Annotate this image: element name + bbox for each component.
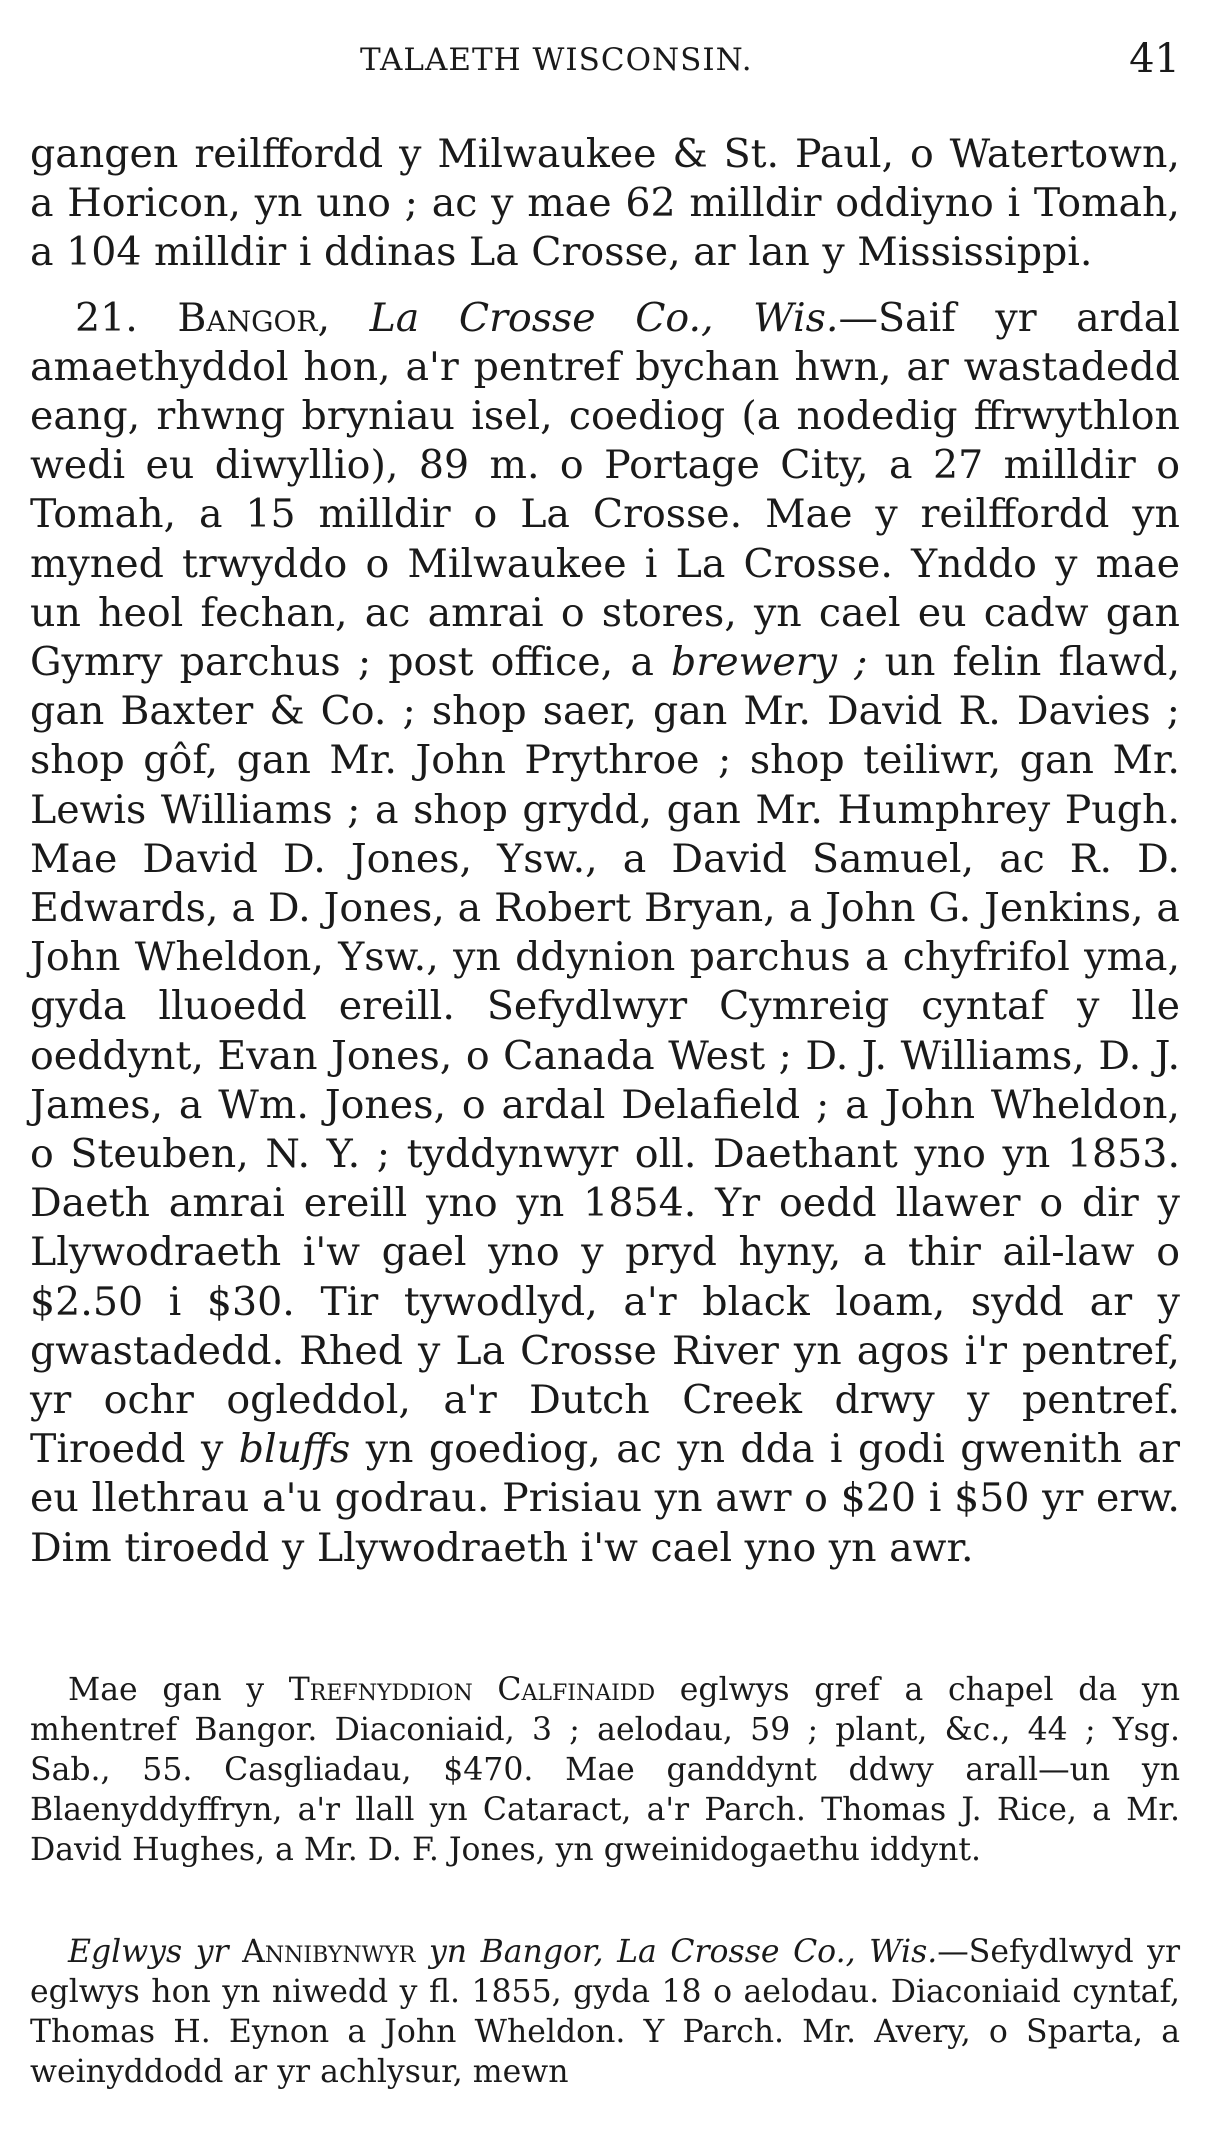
entry-text-c: yn goediog, ac yn dda i godi gwenith ar eu llethrau a'u godrau. Prisiau yn awr o $20 i $50 yr erw. Dim tiroedd y Llywodraeth i'w cael yno yn awr. xyxy=(30,1426,1180,1571)
entry-text-a: —Saif yr ardal amaethyddol hon, a'r pentref bychan hwn, ar wastadedd eang, rhwng bryniau isel, coediog (a nodedig ffrwythlon wedi eu diwyllio), 89 m. o Portage City, a 27 milldir o Tomah, a 15 milldir o La Crosse. Mae y reilffordd yn myned trwyddo o Milwaukee i La Crosse. Ynddo y mae un heol fechan, ac amrai o stores, yn cael eu cadw gan Gymry parchus ; post office, a xyxy=(30,294,1180,686)
page-header xyxy=(30,36,1180,86)
page-number: 41 xyxy=(1129,36,1180,82)
independents-section xyxy=(30,1932,1180,2092)
entry-text-b: un felin flawd, gan Baxter & Co. ; shop saer, gan Mr. David R. Davies ; shop gôf, gan Mr. John Prythroe ; shop teiliwr, gan Mr. Lewis Williams ; a shop grydd, gan Mr. Humphrey Pugh. Mae David D. Jones, Ysw., a David Samuel, ac R. D. Edwards, a D. Jones, a Robert Bryan, a John G. Jenkins, a John Wheldon, Ysw., yn ddynion parchus a chyfrifol yma, gyda lluoedd ereill. Sefydlwyr Cymreig cyntaf y lle oeddynt, Evan Jones, o Canada West ; D. J. Williams, D. J. James, a Wm. Jones, o ardal Delafield ; a John Wheldon, o Steuben, N. Y. ; tyddynwyr oll. Daethant yno yn 1853. Daeth amrai ereill yno yn 1854. Yr oedd llawer o dir y Llywodraeth i'w gael yno y pryd hyny, a thir ail-law o $2.50 i $30. Tir tywodlyd, a'r black loam, sydd ar y gwastadedd. Rhed y La Crosse River yn agos i'r pentref, yr ochr ogleddol, a'r Dutch Creek drwy y pentref. Tiroedd y xyxy=(30,639,1181,1473)
calvinistic-methodist-section xyxy=(30,1670,1180,1870)
continued-paragraph-text: gangen reilffordd y Milwaukee & St. Paul, o Watertown, a Horicon, yn uno ; ac y mae 62 milldir oddiyno i Tomah, a 104 milldir i ddinas La Crosse, ar lan y Mississippi. xyxy=(30,131,1180,276)
entry-bangor: 21. Bangor, La Crosse Co., Wis.—Saif yr ardal amaethyddol hon, a'r pentref bychan hwn, ar wastadedd eang, rhwng bryniau isel, coediog (a nodedig ffrwythlon wedi eu diwyllio), 89 m. o Portage City, a 27 milldir o Tomah, a 15 milldir o La Crosse. Mae y reilffordd yn myned trwyddo o Milwaukee i La Crosse. Ynddo y mae un heol fechan, ac amrai o stores, yn cael eu cadw gan Gymry parchus ; post office, a brewery ; un felin flawd, gan Baxter & Co. ; shop saer, gan Mr. David R. Davies ; shop gôf, gan Mr. John Prythroe ; shop teiliwr, gan Mr. Lewis Williams ; a shop grydd, gan Mr. Humphrey Pugh. Mae David D. Jones, Ysw., a David Samuel, ac R. D. Edwards, a D. Jones, a Robert Bryan, a John G. Jenkins, a John Wheldon, Ysw., yn ddynion parchus a chyfrifol yma, gyda lluoedd ereill. Sefydlwyr Cymreig cyntaf y lle oeddynt, Evan Jones, o Canada West ; D. J. Williams, D. J. James, a Wm. Jones, o ardal Delafield ; a John Wheldon, o Steuben, N. Y. ; tyddynwyr oll. Daethant yno yn 1853. Daeth amrai ereill yno yn 1854. Yr oedd llawer o dir y Llywodraeth i'w gael yno y pryd hyny, a thir ail-law o $2.50 i $30. Tir tywodlyd, a'r black loam, sydd ar y gwastadedd. Rhed y La Crosse River yn agos i'r pentref, yr ochr ogleddol, a'r Dutch Creek drwy y pentref. Tiroedd y bluffs yn goediog, ac yn dda i godi gwenith ar eu llethrau a'u godrau. Prisiau yn awr o $20 i $50 yr erw. Dim tiroedd y Llywodraeth i'w cael yno yn awr. xyxy=(30,294,1181,1571)
entry-italic-brewery: brewery ; xyxy=(671,639,868,686)
entry-place-name: Bangor xyxy=(177,294,318,341)
section2-lead: Eglwys yr xyxy=(68,1934,229,1970)
calvinistic-methodist-paragraph xyxy=(30,1670,1180,1870)
entry-county: La Crosse Co., Wis. xyxy=(369,294,839,341)
section1-lead: Mae gan y xyxy=(68,1672,289,1708)
main-text xyxy=(30,130,1180,1573)
section1-denomination: Trefnyddion Calfinaidd xyxy=(288,1672,656,1708)
section1-text: eglwys gref a chapel da yn mhentref Bangor. Diaconiaid, 3 ; aelodau, 59 ; plant, &c., 44 ; Ysg. Sab., 55. Casgliadau, $470. Mae ganddynt ddwy arall—un yn Blaenyddyffryn, a'r llall yn Cataract, a'r Parch. Thomas J. Rice, a Mr. David Hughes, a Mr. D. F. Jones, yn gweinidogaethu iddynt. xyxy=(30,1672,1180,1868)
section2-text: —Sefydlwyd yr eglwys hon yn niwedd y fl. 1855, gyda 18 o aelodau. Diaconiaid cyntaf, Thomas H. Eynon a John Wheldon. Y Parch. Mr. Avery, o Sparta, a weinyddodd ar yr achlysur, mewn xyxy=(30,1934,1181,2090)
continued-paragraph xyxy=(30,130,1180,278)
section2-denomination: Annibynwyr xyxy=(242,1934,416,1970)
entry-number: 21. xyxy=(75,294,138,341)
running-title: TALAETH WISCONSIN. xyxy=(360,42,753,78)
section2-place: yn Bangor, La Crosse Co., Wis. xyxy=(428,1934,938,1970)
entry-italic-bluffs: bluffs xyxy=(238,1426,351,1473)
book-page xyxy=(30,0,1180,2142)
independents-paragraph xyxy=(30,1932,1180,2092)
